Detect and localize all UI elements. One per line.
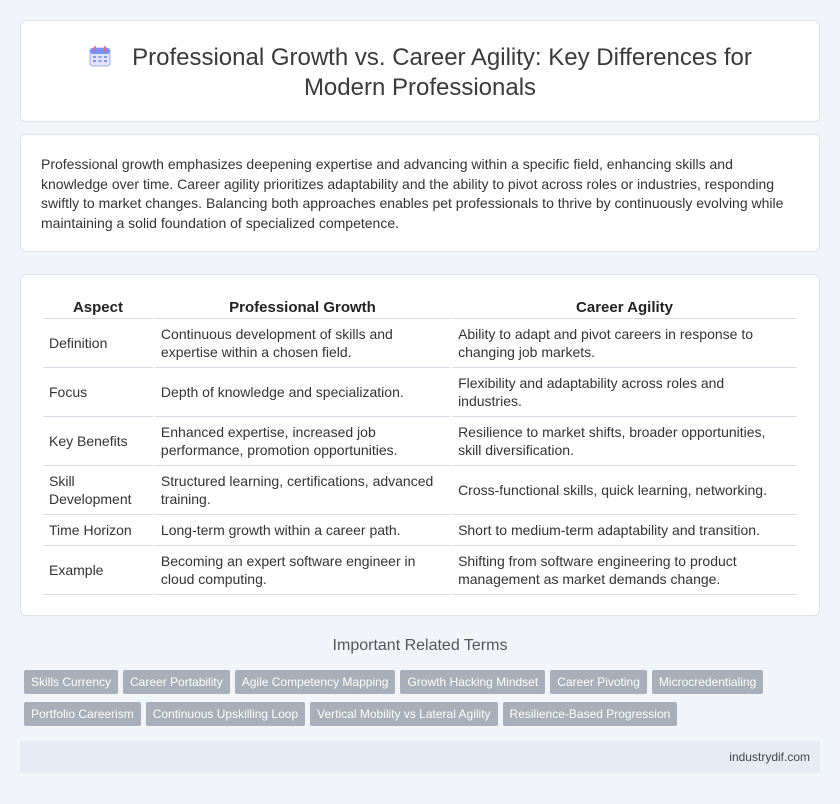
related-term-tag[interactable]: Resilience-Based Progression [503,702,678,726]
related-term-tag[interactable]: Continuous Upskilling Loop [146,702,305,726]
title-card [20,20,820,122]
related-term-tag[interactable]: Skills Currency [24,670,118,694]
comparison-table [41,295,799,595]
related-term-tag[interactable]: Portfolio Careerism [24,702,141,726]
career-agility-cell: Flexibility and adaptability across roles and industries. [452,368,797,417]
career-agility-cell: Ability to adapt and pivot careers in response to changing job markets. [452,319,797,368]
related-term-tag[interactable]: Microcredentialing [652,670,763,694]
career-agility-cell: Cross-functional skills, quick learning, networking. [452,466,797,515]
career-agility-cell: Short to medium-term adaptability and transition. [452,515,797,546]
page-title-text: Professional Growth vs. Career Agility: Key Differences for Modern Professionals [132,44,752,101]
aspect-cell: Key Benefits [43,417,153,466]
page-title [51,43,789,103]
related-term-tag[interactable]: Agile Competency Mapping [235,670,396,694]
professional-growth-cell: Continuous development of skills and expertise within a chosen field. [155,319,450,368]
aspect-cell: Definition [43,319,153,368]
header-career-agility: Career Agility [452,295,797,319]
calendar-icon [88,44,112,68]
professional-growth-cell: Becoming an expert software engineer in cloud computing. [155,546,450,595]
footer-bar [20,741,820,773]
aspect-cell: Focus [43,368,153,417]
header-aspect: Aspect [43,295,153,319]
aspect-cell: Skill Development [43,466,153,515]
aspect-cell: Time Horizon [43,515,153,546]
table-row [43,515,797,546]
comparison-card [20,274,820,616]
table-row [43,466,797,515]
table-row [43,546,797,595]
intro-card [20,134,820,252]
professional-growth-cell: Enhanced expertise, increased job performance, promotion opportunities. [155,417,450,466]
footer-site-link[interactable]: industrydif.com [729,750,810,764]
title-wrap [51,43,789,103]
table-row [43,368,797,417]
professional-growth-cell: Structured learning, certifications, advanced training. [155,466,450,515]
related-term-tag[interactable]: Growth Hacking Mindset [400,670,545,694]
table-header-row [43,295,797,319]
related-term-tag[interactable]: Vertical Mobility vs Lateral Agility [310,702,497,726]
career-agility-cell: Resilience to market shifts, broader opportunities, skill diversification. [452,417,797,466]
table-row [43,319,797,368]
intro-paragraph: Professional growth emphasizes deepening expertise and advancing within a specific field, enhancing skills and knowledge over time. Career agility prioritizes adaptability and the ability to pivot across roles or industries, responding swiftly to market changes. Balancing both approaches enables pet professionals to thrive by continuously evolving while maintaining a solid foundation of specialized competence. [41,156,784,231]
career-agility-cell: Shifting from software engineering to product management as market demands change. [452,546,797,595]
related-term-tag[interactable]: Career Portability [123,670,230,694]
related-term-tag[interactable]: Career Pivoting [550,670,647,694]
professional-growth-cell: Depth of knowledge and specialization. [155,368,450,417]
professional-growth-cell: Long-term growth within a career path. [155,515,450,546]
header-professional-growth: Professional Growth [155,295,450,319]
related-terms-heading: Important Related Terms [332,637,508,654]
related-terms-list [24,670,824,734]
aspect-cell: Example [43,546,153,595]
table-row [43,417,797,466]
